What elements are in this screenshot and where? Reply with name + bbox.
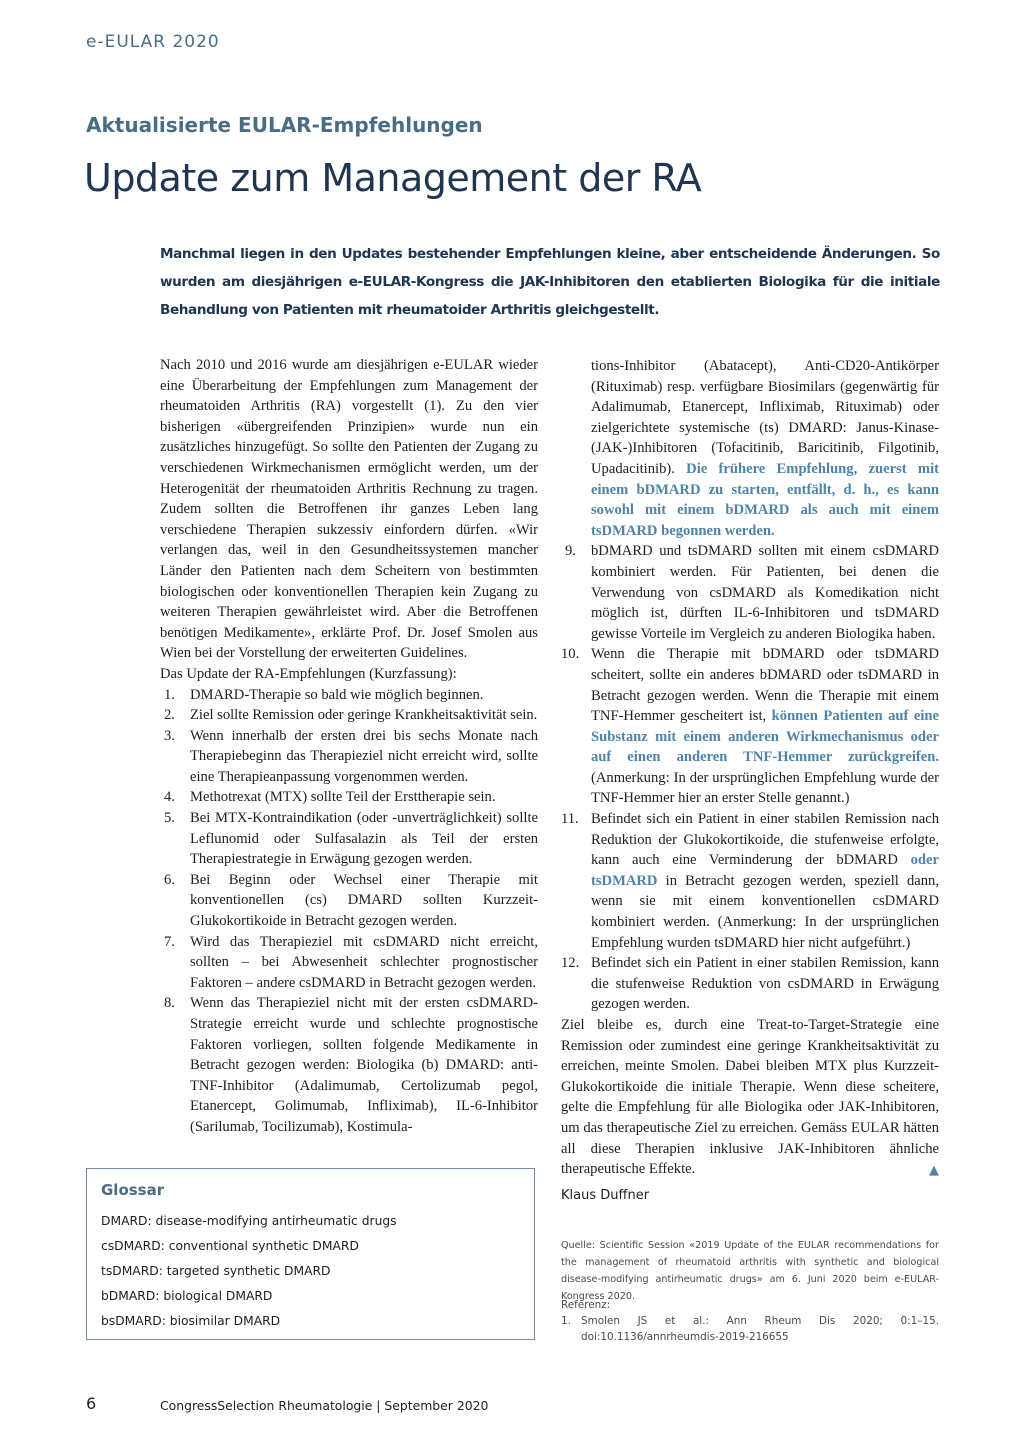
end-of-article-triangle-icon: ▲ (929, 1163, 939, 1179)
right-column (561, 356, 939, 1182)
list-item (160, 685, 538, 706)
item-number: 11. (561, 811, 579, 828)
glossary-item: DMARD: disease-modifying antirheumatic drugs (101, 1214, 397, 1228)
source-note: Quelle: Scientific Session «2019 Update of the EULAR recommendations for the management of rheumatoid arthritis with synthetic and biological disease-modifying antirheumatic drugs» am 6. Juni 2020 beim e-EULAR-Kongress 2020. (561, 1240, 939, 1302)
glossary-box (86, 1168, 535, 1340)
list-item (160, 808, 538, 870)
item-text: DMARD-Therapie so bald wie möglich beginnen. (190, 686, 484, 703)
item-number: 9. (565, 543, 576, 560)
item-text: (Anmerkung: In der ursprünglichen Empfehlung wurde der TNF-Hemmer hier an erster Stelle genannt.) (591, 769, 939, 807)
item-text: Wenn das Therapieziel nicht mit der ersten csDMARD-Strategie erreicht wurde und schlechte prognostische Faktoren vorliegen, sollten folgende Medikamente in Betracht gezogen werden: Biologika (b) DMARD: anti-TNF-Inhibitor (Adalimumab, Certolizumab pegol, Etanercept, Golimumab, Infliximab), IL-6-Inhibitor (Sarilumab, Tocilizumab), Kostimula- (190, 995, 538, 1135)
item-number: 8. (164, 995, 175, 1012)
intro-paragraph: Nach 2010 und 2016 wurde am diesjährigen e-EULAR wieder eine Überarbeitung der Empfehlungen zum Management der rheumatoiden Arthritis (RA) vorgestellt (1). Zu den vier bisherigen «übergreifenden Prinzipien» wurde nun ein zusätzliches hinzugefügt. So sollte den Patienten der Zugang zu verschiedenen Wirkmechanismen ermöglicht werden, um der Heterogenität der rheumatoiden Arthritis Rechnung zu tragen. Zudem sollten die Betroffenen ihr ganzes Leben lang verschiedene Therapien sukzessiv einfordern dürfen. «Wir verlangen das, weil in den Gesundheitssystemen mancher Länder den Patienten nach dem Scheitern von bestimmten biologischen oder konventionellen Therapien kein Zugang zu weiteren Therapien gewährleistet wird. Aber die Betroffenen benötigen Medikamente», erklärte Prof. Dr. Josef Smolen aus Wien bei der Vorstellung der erweiterten Guidelines. (160, 357, 538, 662)
glossary-item: bDMARD: biological DMARD (101, 1289, 273, 1303)
reference-item (561, 1313, 939, 1345)
glossary-item: bsDMARD: biosimilar DMARD (101, 1314, 281, 1328)
item-text: Bei MTX-Kontraindikation (oder -unverträglichkeit) sollte Leflunomid oder Sulfasalazin als Teil der ersten Therapiestrategie in Erwägung gezogen werden. (190, 810, 538, 868)
footer-publication: CongressSelection Rheumatologie | September 2020 (160, 1398, 489, 1413)
references-title: Referenz: (561, 1299, 611, 1311)
item-number: 3. (164, 727, 175, 744)
references (561, 1297, 939, 1345)
glossary-item: tsDMARD: targeted synthetic DMARD (101, 1264, 331, 1278)
item-text: bDMARD und tsDMARD sollten mit einem csDMARD kombiniert werden. Für Patienten, bei denen die Verwendung von csDMARD als Komedikation nicht möglich ist, dürften IL-6-Inhibitoren und tsDMARD gewisse Vorteile im Vergleich zu anderen Biologika haben. (591, 543, 939, 642)
item-number: 2. (164, 707, 175, 724)
item-number: 12. (561, 955, 580, 972)
list-item (561, 953, 939, 1015)
item-number: 10. (561, 646, 580, 663)
item-text: Befindet sich ein Patient in einer stabilen Remission, kann die stufenweise Reduktion von csDMARD in Erwägung gezogen werden. (591, 955, 939, 1013)
page-number: 6 (86, 1394, 97, 1413)
header-tag: e-EULAR 2020 (86, 32, 220, 52)
author-name: Klaus Duffner (561, 1188, 650, 1203)
glossary-item: csDMARD: conventional synthetic DMARD (101, 1239, 359, 1253)
list-item (561, 809, 939, 953)
highlighted-text: oder tsDMARD (591, 852, 939, 889)
reference-number: 1. (561, 1315, 571, 1327)
item-text: Ziel sollte Remission oder geringe Krankheitsaktivität sein. (190, 707, 538, 724)
highlighted-text: können Patienten auf eine Substanz mit einem anderen Wirkmechanismus oder auf einen anderen TNF-Hemmer zurückgreifen. (591, 708, 939, 766)
item-text: Befindet sich ein Patient in einer stabilen Remission nach Reduktion der Glukokortikoide, die stufenweise erfolgte, kann auch eine Verminderung der bDMARD (591, 811, 939, 869)
list-item (160, 705, 538, 726)
list-item (160, 787, 538, 808)
list-item (160, 993, 538, 1137)
item-number: 1. (164, 686, 175, 703)
list-item (160, 726, 538, 788)
reference-text: Smolen JS et al.: Ann Rheum Dis 2020; 0:1–15. doi:10.1136/annrheumdis-2019-216655 (581, 1315, 939, 1343)
item-number: 7. (164, 933, 175, 950)
conclusion-paragraph (561, 1015, 939, 1180)
conclusion-text: Ziel bleibe es, durch eine Treat-to-Target-Strategie eine Remission oder zumindest eine geringe Krankheitsaktivität zu erreichen, meinte Smolen. Dabei bleiben MTX plus Kurzzeit-Glukokortikoide die initiale Therapie. Wenn diese scheitere, gelte die Empfehlung für alle Biologika oder JAK-Inhibitoren, um das therapeutische Ziel zu erreichen. Gemäss EULAR hätten all diese Therapien inklusive JAK-Inhibitoren ähnliche therapeutische Effekte. (561, 1017, 939, 1178)
article-title: Update zum Management der RA (84, 156, 702, 200)
list-item (160, 870, 538, 932)
list-item (561, 644, 939, 809)
highlighted-text: Die frühere Empfehlung, zuerst mit einem bDMARD zu starten, entfällt, d. h., es kann sowohl mit einem bDMARD als auch mit einem tsDMARD begonnen werden. (591, 460, 939, 539)
glossary-title: Glossar (101, 1181, 165, 1199)
item-number: 6. (164, 871, 175, 888)
list-item-continued (561, 356, 939, 541)
article-kicker: Aktualisierte EULAR-Empfehlungen (86, 113, 483, 137)
left-column (160, 355, 538, 1138)
item-text: Wenn die Therapie mit bDMARD oder tsDMARD scheitert, sollte ein anderes bDMARD oder tsDMARD in Betracht gezogen werden. Wenn die Therapie mit einem TNF-Hemmer gescheitert ist, (591, 646, 939, 725)
item-text: Bei Beginn oder Wechsel einer Therapie mit konventionellen (cs) DMARD sollten Kurzzeit-Glukokortikoide in Betracht gezogen werden. (190, 871, 538, 930)
item-text: tions-Inhibitor (Abatacept), Anti-CD20-Antikörper (Rituximab) resp. verfügbare Biosimilars (gegenwärtig für Adalimumab, Etanercept, Infliximab, Rituximab) oder zielgerichtete systemische (ts) DMARD: Janus-Kinase-(JAK-)Inhibitoren (Tofacitinib, Baricitinib, Filgotinib, Upadacitinib). (591, 358, 939, 477)
list-item (160, 932, 538, 994)
article-lead: Manchmal liegen in den Updates bestehender Empfehlungen kleine, aber entscheidende Änderungen. So wurden am diesjährigen e-EULAR-Kongress die JAK-Inhibitoren den etablierten Biologika für die initiale Behandlung von Patienten mit rheumatoider Arthritis gleichgestellt. (160, 246, 940, 318)
item-number: 4. (164, 789, 175, 806)
item-text: Methotrexat (MTX) sollte Teil der Ersttherapie sein. (190, 789, 496, 806)
item-text: Wenn innerhalb der ersten drei bis sechs Monate nach Therapiebeginn das Therapieziel nicht erreicht wird, sollte eine Therapieanpassung vorgenommen werden. (190, 727, 538, 785)
item-text: Wird das Therapieziel mit csDMARD nicht erreicht, sollten – bei Abwesenheit schlechter prognostischer Faktoren – andere csDMARD in Betracht gezogen werden. (190, 933, 538, 991)
list-intro: Das Update der RA-Empfehlungen (Kurzfassung): (160, 665, 457, 682)
item-text: in Betracht gezogen werden, speziell dann, wenn sie mit einem konventionellen csDMARD kombiniert werden. (Anmerkung: In der ursprünglichen Empfehlung wurden tsDMARD hier nicht aufgeführt.) (591, 872, 939, 951)
item-number: 5. (164, 810, 175, 827)
list-item (561, 541, 939, 644)
recommendations-list (160, 685, 538, 1138)
recommendations-list-continued (561, 356, 939, 1015)
